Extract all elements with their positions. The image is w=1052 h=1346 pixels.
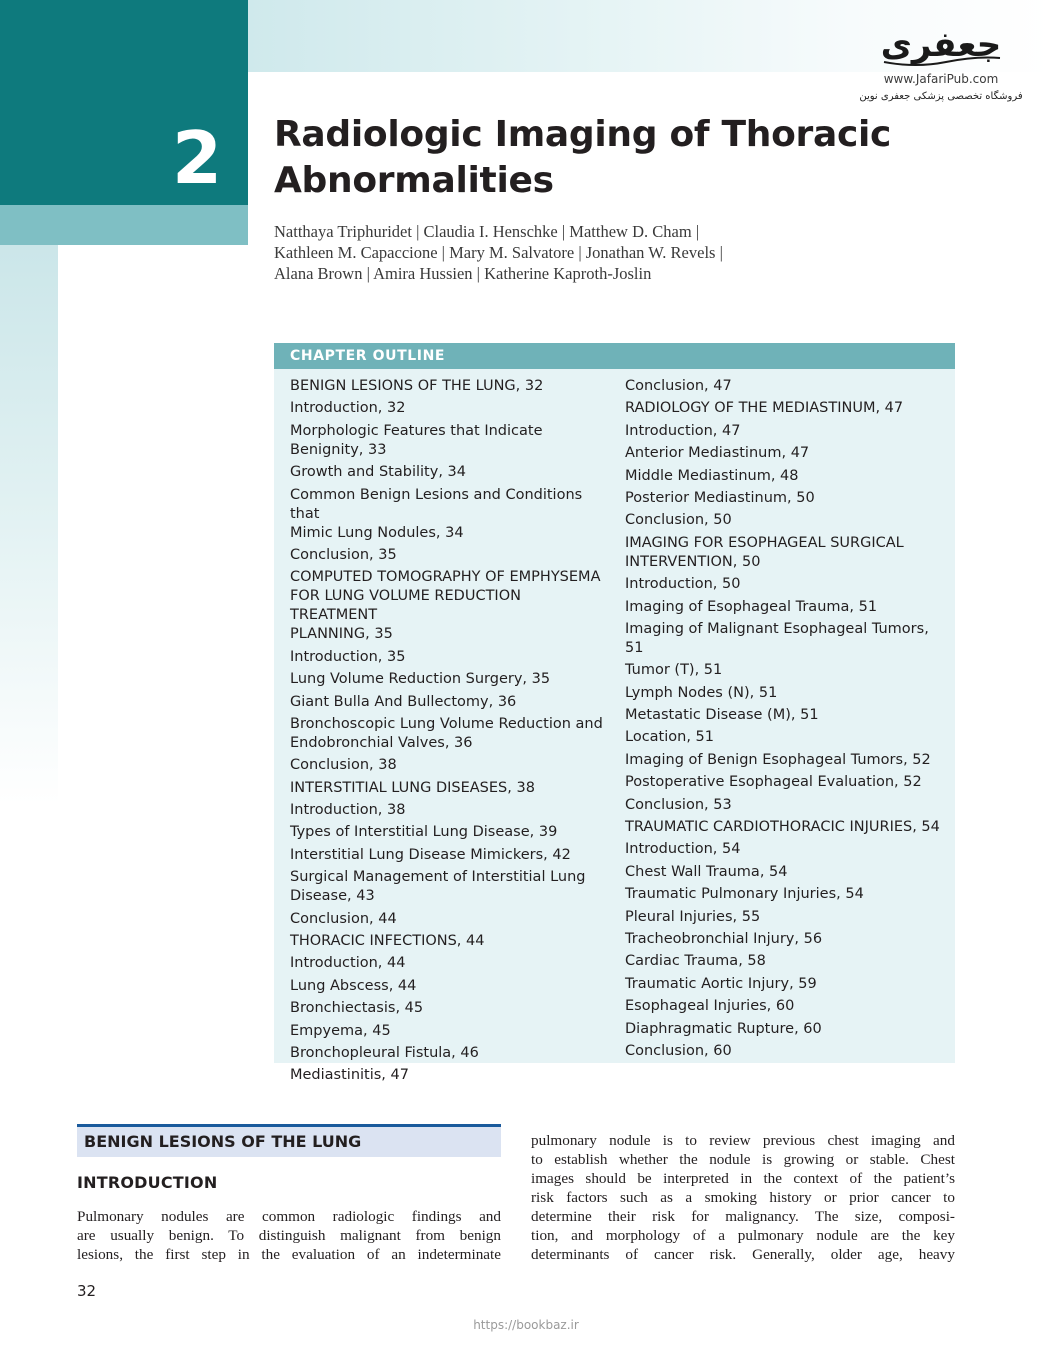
outline-item: Conclusion, 38: [290, 757, 397, 774]
outline-item: Bronchopleural Fistula, 46: [290, 1044, 479, 1061]
outline-item: Morphologic Features that Indicate Benignity, 33: [290, 422, 543, 458]
outline-column-left: [290, 377, 610, 1089]
logo-tagline: فروشگاه تخصصی پزشکی جعفری نوین: [859, 91, 1023, 102]
outline-item: Imaging of Esophageal Trauma, 51: [625, 598, 878, 615]
outline-item: Conclusion, 44: [290, 910, 397, 927]
chapter-title-line: Radiologic Imaging of Thoracic: [274, 114, 892, 155]
outline-item: Esophageal Injuries, 60: [625, 998, 795, 1015]
outline-item: Introduction, 38: [290, 802, 406, 819]
chapter-outline: [274, 343, 955, 1084]
outline-item: Mediastinitis, 47: [290, 1067, 409, 1084]
outline-item: Introduction, 35: [290, 648, 406, 665]
outline-item: Conclusion, 50: [625, 512, 732, 529]
outline-item: Posterior Mediastinum, 50: [625, 489, 815, 506]
body-column-right: [531, 1131, 955, 1264]
chapter-block-accent: [0, 205, 248, 245]
outline-item: Introduction, 50: [625, 576, 741, 593]
outline-item: BENIGN LESIONS OF THE LUNG, 32: [290, 378, 544, 394]
outline-item: Location, 51: [625, 729, 714, 746]
outline-item: Introduction, 47: [625, 422, 741, 439]
outline-item: Introduction, 44: [290, 955, 406, 972]
section-heading: BENIGN LESIONS OF THE LUNG: [84, 1132, 362, 1151]
outline-item: Bronchoscopic Lung Volume Reduction and Endobronchial Valves, 36: [290, 715, 603, 751]
outline-item: Surgical Management of Interstitial Lung Disease, 43: [290, 869, 586, 905]
body-line: Pulmonary nodules are common radiologic findings and: [77, 1208, 501, 1225]
outline-item: Giant Bulla And Bullectomy, 36: [290, 693, 517, 710]
footer-url: https://bookbaz.ir: [473, 1318, 579, 1332]
calligraphy-logo-icon: [876, 18, 1006, 70]
author-list: [274, 221, 834, 284]
publisher-logo: [856, 18, 1026, 122]
outline-item: Lung Volume Reduction Surgery, 35: [290, 671, 551, 688]
logo-url: www.JafariPub.com: [883, 72, 999, 86]
chapter-outline-header: CHAPTER OUTLINE: [274, 343, 955, 369]
author-line: Natthaya Triphuridet | Claudia I. Henschke | Matthew D. Cham |: [274, 222, 700, 241]
outline-item: COMPUTED TOMOGRAPHY OF EMPHYSEMA FOR LUNG VOLUME REDUCTION TREATMENT PLANNING, 35: [290, 569, 601, 643]
outline-item: Anterior Mediastinum, 47: [625, 445, 810, 462]
body-line: determinants of cancer risk. Generally, older age, heavy: [531, 1246, 955, 1263]
author-line: Kathleen M. Capaccione | Mary M. Salvatore | Jonathan W. Revels |: [274, 243, 723, 262]
outline-item: Growth and Stability, 34: [290, 464, 466, 481]
body-column-left: [77, 1207, 501, 1264]
body-line: images should be interpreted in the context of the patient’s: [531, 1170, 955, 1187]
logo-calligraphy: جعفری: [880, 25, 1002, 65]
outline-item: Cardiac Trauma, 58: [625, 953, 766, 970]
outline-item: Introduction, 32: [290, 400, 406, 417]
chapter-number: 2: [172, 116, 223, 200]
outline-item: Conclusion, 60: [625, 1042, 732, 1059]
author-line: Alana Brown | Amira Hussien | Katherine Kaproth-Joslin: [274, 264, 652, 283]
outline-item: Tumor (T), 51: [625, 662, 723, 679]
outline-item: Tracheobronchial Injury, 56: [625, 930, 823, 947]
page-number: 32: [77, 1282, 97, 1300]
body-line: determine their risk for malignancy. The size, composi-: [531, 1208, 955, 1225]
body-line: are usually benign. To distinguish malignant from benign: [77, 1227, 501, 1244]
outline-item: Empyema, 45: [290, 1022, 391, 1039]
chapter-title-line: Abnormalities: [274, 160, 554, 201]
outline-item: Introduction, 54: [625, 841, 741, 858]
outline-item: Bronchiectasis, 45: [290, 1000, 424, 1017]
outline-item: Lung Abscess, 44: [290, 977, 417, 994]
body-line: tion, and morphology of a pulmonary nodule are the key: [531, 1227, 955, 1244]
outline-item: Traumatic Aortic Injury, 59: [625, 975, 817, 992]
outline-item: Metastatic Disease (M), 51: [625, 707, 819, 724]
body-line: to establish whether the nodule is growing or stable. Chest: [531, 1151, 955, 1168]
outline-item: Interstitial Lung Disease Mimickers, 42: [290, 846, 571, 863]
chapter-title: [274, 112, 934, 204]
outline-item: Pleural Injuries, 55: [625, 908, 761, 925]
outline-item: Diaphragmatic Rupture, 60: [625, 1020, 822, 1037]
outline-item: TRAUMATIC CARDIOTHORACIC INJURIES, 54: [625, 819, 940, 836]
margin-gradient: [0, 245, 58, 805]
outline-column-right: [625, 377, 945, 1064]
outline-item: RADIOLOGY OF THE MEDIASTINUM, 47: [625, 400, 904, 417]
outline-item: THORACIC INFECTIONS, 44: [290, 933, 485, 950]
outline-item: Traumatic Pulmonary Injuries, 54: [625, 886, 864, 903]
outline-item: Types of Interstitial Lung Disease, 39: [290, 824, 558, 841]
body-line: lesions, the first step in the evaluation of an indeterminate: [77, 1246, 501, 1263]
outline-item: IMAGING FOR ESOPHAGEAL SURGICAL INTERVENTION, 50: [625, 534, 904, 570]
outline-item: Postoperative Esophageal Evaluation, 52: [625, 774, 922, 791]
body-line: risk factors such as a smoking history or prior cancer to: [531, 1189, 955, 1206]
outline-item: INTERSTITIAL LUNG DISEASES, 38: [290, 779, 535, 796]
body-line: pulmonary nodule is to review previous chest imaging and: [531, 1132, 955, 1149]
outline-item: Lymph Nodes (N), 51: [625, 684, 778, 701]
outline-item: Common Benign Lesions and Conditions that Mimic Lung Nodules, 34: [290, 486, 583, 541]
outline-item: Conclusion, 47: [625, 378, 732, 394]
outline-item: Conclusion, 53: [625, 796, 732, 813]
subsection-heading: INTRODUCTION: [77, 1173, 218, 1192]
outline-item: Conclusion, 35: [290, 546, 397, 563]
outline-item: Imaging of Malignant Esophageal Tumors, 51: [625, 620, 929, 656]
outline-item: Middle Mediastinum, 48: [625, 467, 799, 484]
outline-item: Imaging of Benign Esophageal Tumors, 52: [625, 751, 931, 768]
outline-item: Chest Wall Trauma, 54: [625, 863, 788, 880]
